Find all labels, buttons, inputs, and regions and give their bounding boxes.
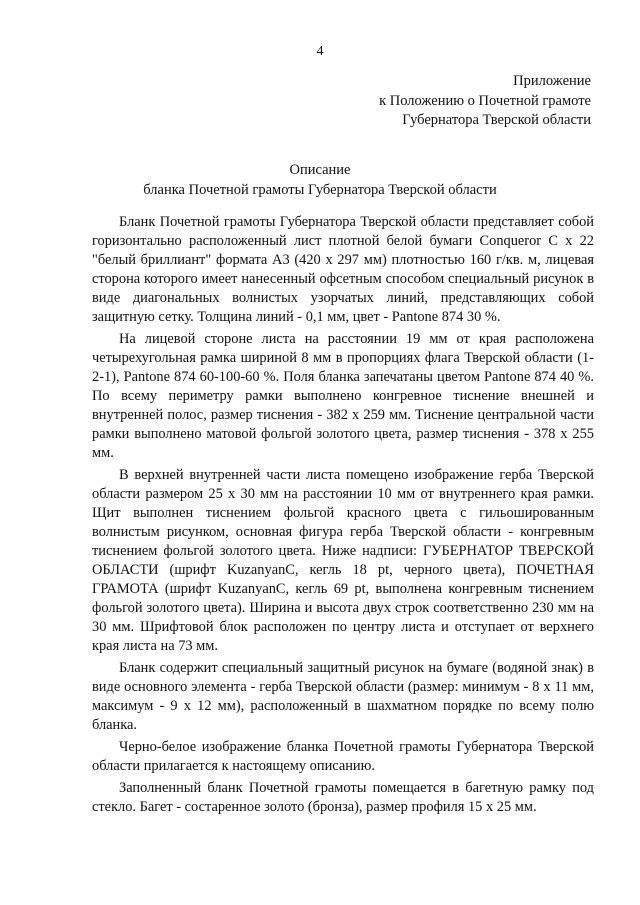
appendix-line-2: к Положению о Почетной грамоте <box>379 92 591 109</box>
paragraph-image-note: Черно-белое изображение бланка Почетной грамоты Губернатора Тверской области прилагается к настоящему описанию. <box>92 739 594 774</box>
title-line-1: Описание <box>289 162 351 178</box>
paragraph-framing: Заполненный бланк Почетной грамоты помещается в багетную рамку под стекло. Багет - состаренное золото (бронза), размер профиля 15 х 25 мм. <box>92 780 594 815</box>
page-number: 4 <box>316 44 324 59</box>
appendix-line-3: Губернатора Тверской области <box>402 112 591 128</box>
document-title <box>0 160 640 200</box>
appendix-line-1: Приложение <box>513 73 591 89</box>
paragraph-watermark: Бланк содержит специальный защитный рисунок на бумаге (водяной знак) в виде основного элемента - герба Тверской области (размер: минимум - 8 х 11 мм, максимум - 9 х 12 мм), расположенный в шахматном порядке по всему полю бланка. <box>92 660 594 733</box>
paragraph-paper: Бланк Почетной грамоты Губернатора Тверской области представляет собой горизонтально расположенный лист плотной белой бумаги Conqueror С х 22 "белый бриллиант" формата А3 (420 х 297 мм) плотностью 160 г/кв. м, лицевая сторона которого имеет нанесенный офсетным способом специальный рисунок в виде диагональных волнистых узорчатых линий, представляющих собой защитную сетку. Толщина линий - 0,1 мм, цвет - Pantone 874 30 %. <box>92 214 594 325</box>
title-line-2: бланка Почетной грамоты Губернатора Тверской области <box>143 182 497 198</box>
paragraph-emblem: В верхней внутренней части листа помещено изображение герба Тверской области размером 25 х 30 мм на расстоянии 10 мм от внутреннего края рамки. Щит выполнен тиснением фольгой красного цвета с гильошированным волнистым рисунком, основная фигура герба Тверской области - конгревным тиснением фольгой золотого цвета. Ниже надписи: ГУБЕРНАТОР ТВЕРСКОЙ ОБЛАСТИ (шрифт KuzanyanC, кегль 18 pt, черного цвета), ПОЧЕТНАЯ ГРАМОТА (шрифт KuzanyanC, кегль 69 pt, выполнена конгревным тиснением фольгой золотого цвета). Ширина и высота двух строк соответственно 230 мм на 30 мм. Шрифтовой блок расположен по центру листа и отступает от верхнего края листа на 73 мм. <box>92 467 594 654</box>
document-body <box>92 213 594 817</box>
paragraph-frame: На лицевой стороне листа на расстоянии 19 мм от края расположена четырехугольная рамка шириной 8 мм в пропорциях флага Тверской области (1-2-1), Pantone 874 60-100-60 %. Поля бланка запечатаны цветом Pantone 874 40 %. По всему периметру рамки выполнено конгревное тиснение внешней и внутренней полос, размер тиснения - 382 х 259 мм. Тиснение центральной части рамки выполнено матовой фольгой золотого цвета, размер тиснения - 378 х 255 мм. <box>92 331 594 461</box>
appendix-header <box>379 72 591 131</box>
